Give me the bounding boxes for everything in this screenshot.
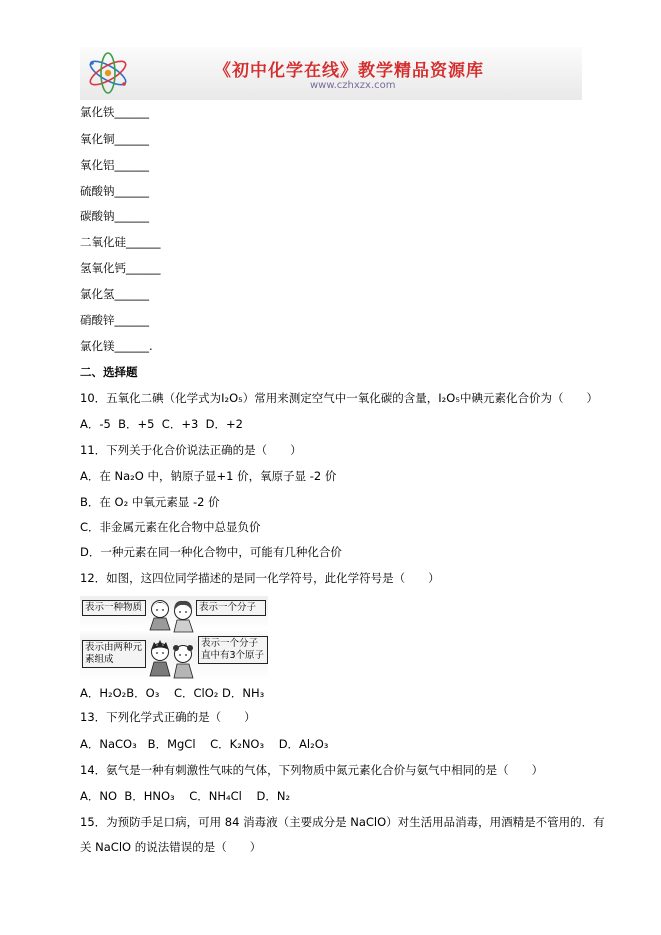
student-eye [185, 654, 187, 656]
speech-box-text: 表示一个分子 [201, 638, 259, 649]
student-body [174, 664, 193, 678]
question-option: D．一种元素在同一种化合物中，可能有几种化合价 [80, 545, 342, 559]
fill-blank-line: 氯化氢______ [80, 287, 149, 301]
question-stem: 关 NaClO 的说法错误的是（ ） [80, 840, 262, 854]
question-option: C．非金属元素在化合物中总显负价 [80, 520, 261, 534]
speech-box-text: 素组成 [85, 654, 114, 665]
students-cartoon [144, 596, 198, 680]
student-head [152, 601, 169, 618]
student-figure [150, 640, 170, 676]
speech-box-molecule [196, 600, 266, 616]
question-stem: 13．下列化学式正确的是（ ） [80, 710, 256, 724]
speech-box-substance [82, 600, 146, 616]
fill-blank-line: 氯化镁______. [80, 339, 153, 353]
student-eye [179, 611, 181, 613]
student-eye [162, 609, 164, 611]
banner-title: 《初中化学在线》教学精品资源库 [214, 61, 484, 81]
speech-box-two-elements [82, 640, 146, 668]
student-eye [179, 654, 181, 656]
student-eye [185, 611, 187, 613]
question-stem: 10．五氧化二碘（化学式为I₂O₅）常用来测定空气中一氧化碳的含量，I₂O₅中碘元素化合价为（ ） [80, 391, 598, 405]
fill-blank-line: 氯化铁______ [80, 105, 149, 119]
fill-blank-line: 硝酸锌______ [80, 313, 149, 327]
student-eye [162, 652, 164, 654]
logo-electron [122, 82, 126, 86]
question-options: A．NO B．HNO₃ C．NH₄Cl D．N₂ [80, 789, 291, 803]
section-title: 二、选择题 [80, 365, 138, 379]
student-eye [156, 609, 158, 611]
logo-electron [90, 61, 94, 65]
question-stem: 11．下列关于化合价说法正确的是（ ） [80, 443, 302, 457]
student-body [174, 620, 193, 632]
student-hair-bun [173, 645, 179, 651]
speech-box-text: 表示一个分子 [199, 602, 257, 613]
fill-blank-line: 二氧化硅______ [80, 235, 161, 249]
header-banner [80, 47, 582, 100]
speech-box-three-atoms [198, 636, 268, 664]
student-body [150, 662, 170, 676]
student-figure [173, 645, 193, 678]
question-options: A．H₂O₂B．O₃ C．ClO₂ D．NH₃ [80, 686, 265, 700]
question-options: A．-5 B．+5 C．+3 D．+2 [80, 417, 243, 431]
fill-blank-line: 氢氧化钙______ [80, 261, 161, 275]
student-hair-bun [187, 645, 193, 651]
question-stem: 15．为预防手足口病，可用 84 消毒液（主要成分是 NaClO）对生活用品消毒，用酒精是不管用的．有 [80, 815, 605, 829]
fill-blank-line: 硫酸钠______ [80, 184, 149, 198]
student-body [150, 618, 170, 630]
atom-logo-icon [84, 51, 132, 95]
question-options: A．NaCO₃ B．MgCl C．K₂NO₃ D．Al₂O₃ [80, 737, 329, 751]
question-stem: 14．氨气是一种有刺激性气味的气体，下列物质中氮元素化合价与氨气中相同的是（ ） [80, 763, 544, 777]
question-stem: 12．如图，这四位同学描述的是同一化学符号，此化学符号是（ ） [80, 571, 440, 585]
fill-blank-line: 碳酸钠______ [80, 209, 149, 223]
question-option: A．在 Na₂O 中，钠原子显+1 价，氧原子显 -2 价 [80, 469, 337, 483]
speech-box-text: 直中有3个原子 [201, 650, 265, 661]
question-option: B．在 O₂ 中氧元素显 -2 价 [80, 495, 220, 509]
students-figure [80, 596, 268, 680]
student-figure [150, 601, 170, 631]
student-figure [174, 601, 193, 632]
logo-nucleus [105, 70, 111, 76]
speech-box-text: 表示由两种元 [85, 642, 143, 653]
speech-box-text: 表示一种物质 [85, 602, 143, 613]
fill-blank-line: 氧化铝______ [80, 158, 149, 172]
fill-blank-line: 氧化铜______ [80, 132, 149, 146]
student-eye [156, 652, 158, 654]
banner-url[interactable]: www.czhxzx.com [310, 80, 396, 91]
